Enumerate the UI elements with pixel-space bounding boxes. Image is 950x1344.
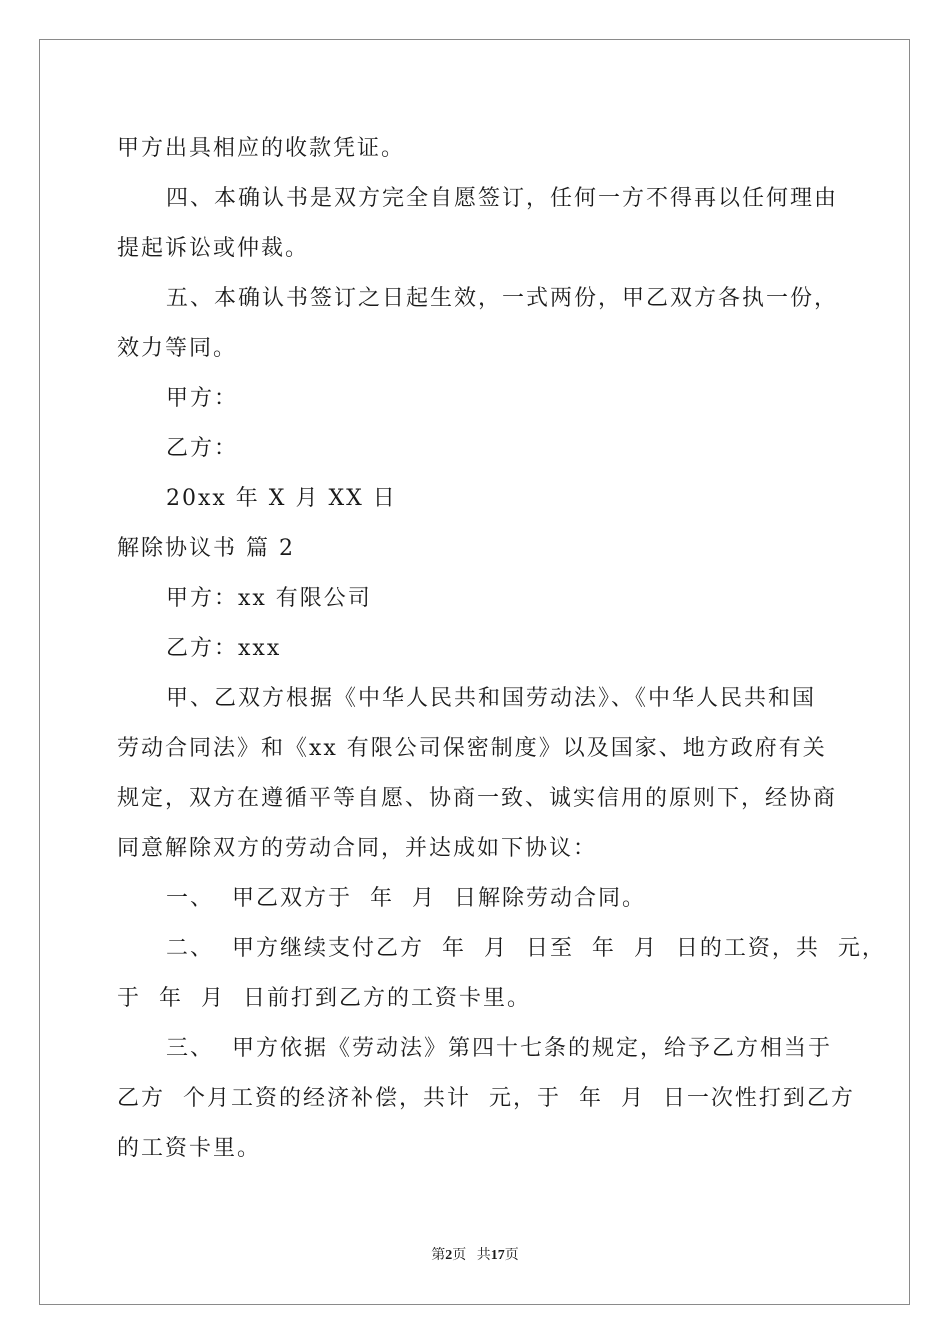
text-line: 劳动合同法》和《xx 有限公司保密制度》以及国家、地方政府有关 bbox=[117, 736, 827, 761]
footer-prefix: 第 bbox=[431, 1248, 446, 1263]
text-line: 乙方：xxx bbox=[166, 636, 282, 661]
text-line: 二、 甲方继续支付乙方 年 月 日至 年 月 日的工资，共 元， bbox=[166, 936, 886, 961]
page-footer bbox=[0, 1244, 950, 1264]
footer-page-unit: 页 bbox=[452, 1248, 467, 1263]
text-line: 四、本确认书是双方完全自愿签订，任何一方不得再以任何理由 bbox=[166, 186, 839, 211]
text-line: 提起诉讼或仲裁。 bbox=[117, 236, 310, 261]
text-line: 甲方： bbox=[166, 386, 239, 411]
text-line: 甲方出具相应的收款凭证。 bbox=[117, 136, 406, 161]
section-heading: 解除协议书 篇 2 bbox=[117, 536, 295, 561]
date-line: 20xx 年 X 月 XX 日 bbox=[166, 486, 397, 511]
page-border bbox=[39, 39, 910, 1305]
total-page-count: 17 bbox=[490, 1248, 505, 1263]
text-line: 同意解除双方的劳动合同，并达成如下协议： bbox=[117, 836, 598, 861]
text-line: 效力等同。 bbox=[117, 336, 238, 361]
current-page-number: 2 bbox=[445, 1248, 453, 1263]
text-line: 甲、乙双方根据《中华人民共和国劳动法》、《中华人民共和国 bbox=[166, 686, 817, 711]
text-line: 一、 甲乙双方于 年 月 日解除劳动合同。 bbox=[166, 886, 646, 911]
text-line: 乙方： bbox=[166, 436, 239, 461]
text-line: 于 年 月 日前打到乙方的工资卡里。 bbox=[117, 986, 531, 1011]
text-line: 的工资卡里。 bbox=[117, 1136, 262, 1161]
text-line: 乙方 个月工资的经济补偿，共计 元，于 年 月 日一次性打到乙方 bbox=[117, 1086, 855, 1111]
text-line: 三、 甲方依据《劳动法》第四十七条的规定，给予乙方相当于 bbox=[166, 1036, 832, 1061]
text-line: 五、本确认书签订之日起生效，一式两份，甲乙双方各执一份， bbox=[166, 286, 839, 311]
text-line: 规定，双方在遵循平等自愿、协商一致、诚实信用的原则下，经协商 bbox=[117, 786, 838, 811]
footer-total-unit: 页 bbox=[504, 1248, 519, 1263]
text-line: 甲方：xx 有限公司 bbox=[166, 586, 372, 611]
footer-total-prefix: 共 bbox=[476, 1248, 491, 1263]
